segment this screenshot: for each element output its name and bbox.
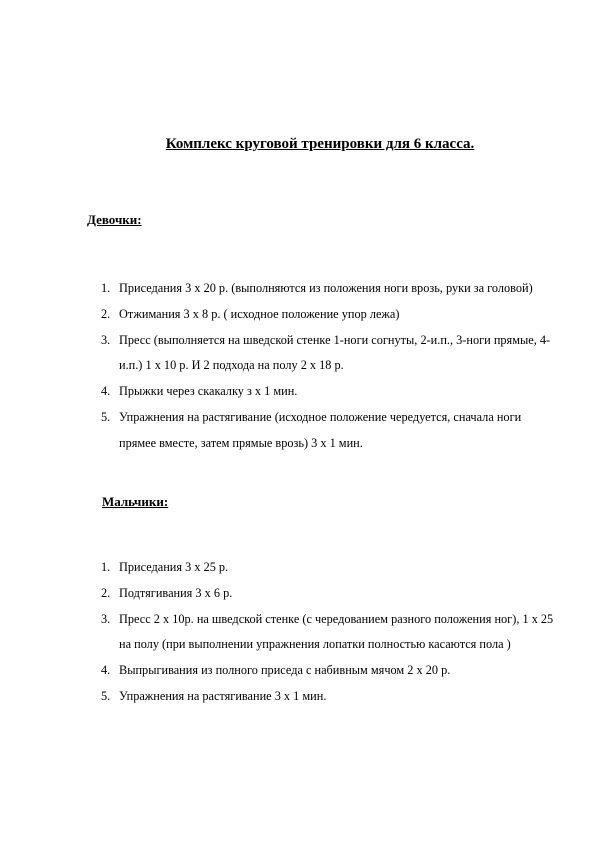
list-item-number: 5. — [101, 688, 111, 703]
list-item-text: Приседания 3 х 25 р. — [119, 560, 229, 574]
page-title: Комплекс круговой тренировки для 6 класса. — [165, 136, 475, 152]
list-item-text: Пресс 2 х 10р. на шведской стенке (с чередованием разного положения ног), 1 х 25 на полу (при выполнении упражнения лопатки полностью касаются пола ) — [119, 611, 554, 652]
list-item — [101, 405, 561, 457]
list-item-number: 1. — [101, 560, 111, 574]
list-item — [101, 328, 561, 380]
list-item-number: 5. — [101, 409, 111, 424]
list-item — [101, 581, 561, 607]
list-item-number: 1. — [101, 281, 111, 295]
list-item-text: Прыжки через скакалку з х 1 мин. — [119, 384, 298, 399]
girls-exercise-list — [101, 276, 561, 457]
list-item-number: 3. — [101, 332, 111, 347]
list-item — [101, 684, 561, 710]
girls-heading: Девочки: — [87, 212, 142, 227]
boys-heading: Мальчики: — [102, 494, 169, 509]
list-item-text: Приседания 3 х 20 р. (выполняются из положения ноги врозь, руки за головой) — [119, 281, 533, 295]
list-item-text: Выпрыгивания из полного приседа с набивным мячом 2 х 20 р. — [119, 663, 451, 678]
list-item-text: Подтягивания 3 х 6 р. — [119, 585, 233, 600]
list-item-text: Упражнения на растягивание 3 х 1 мин. — [119, 688, 327, 703]
list-item-number: 2. — [101, 585, 111, 600]
list-item-text: Упражнения на растягивание (исходное положение чередуется, сначала ноги прямее вместе, затем прямые врозь) 3 х 1 мин. — [119, 409, 522, 450]
list-item — [101, 555, 561, 581]
list-item-number: 4. — [101, 384, 111, 399]
list-item — [101, 276, 561, 302]
list-item-text: Пресс (выполняется на шведской стенке 1-ноги согнуты, 2-и.п., 3-ноги прямые, 4-и.п.) 1 х 10 р. И 2 подхода на полу 2 х 18 р. — [119, 332, 551, 373]
list-item — [101, 302, 561, 328]
boys-exercise-list — [101, 555, 561, 710]
list-item-number: 3. — [101, 611, 111, 626]
list-item — [101, 379, 561, 405]
list-item — [101, 607, 561, 659]
list-item-number: 4. — [101, 663, 111, 678]
list-item — [101, 658, 561, 684]
list-item-number: 2. — [101, 306, 111, 321]
list-item-text: Отжимания 3 х 8 р. ( исходное положение упор лежа) — [119, 306, 400, 321]
